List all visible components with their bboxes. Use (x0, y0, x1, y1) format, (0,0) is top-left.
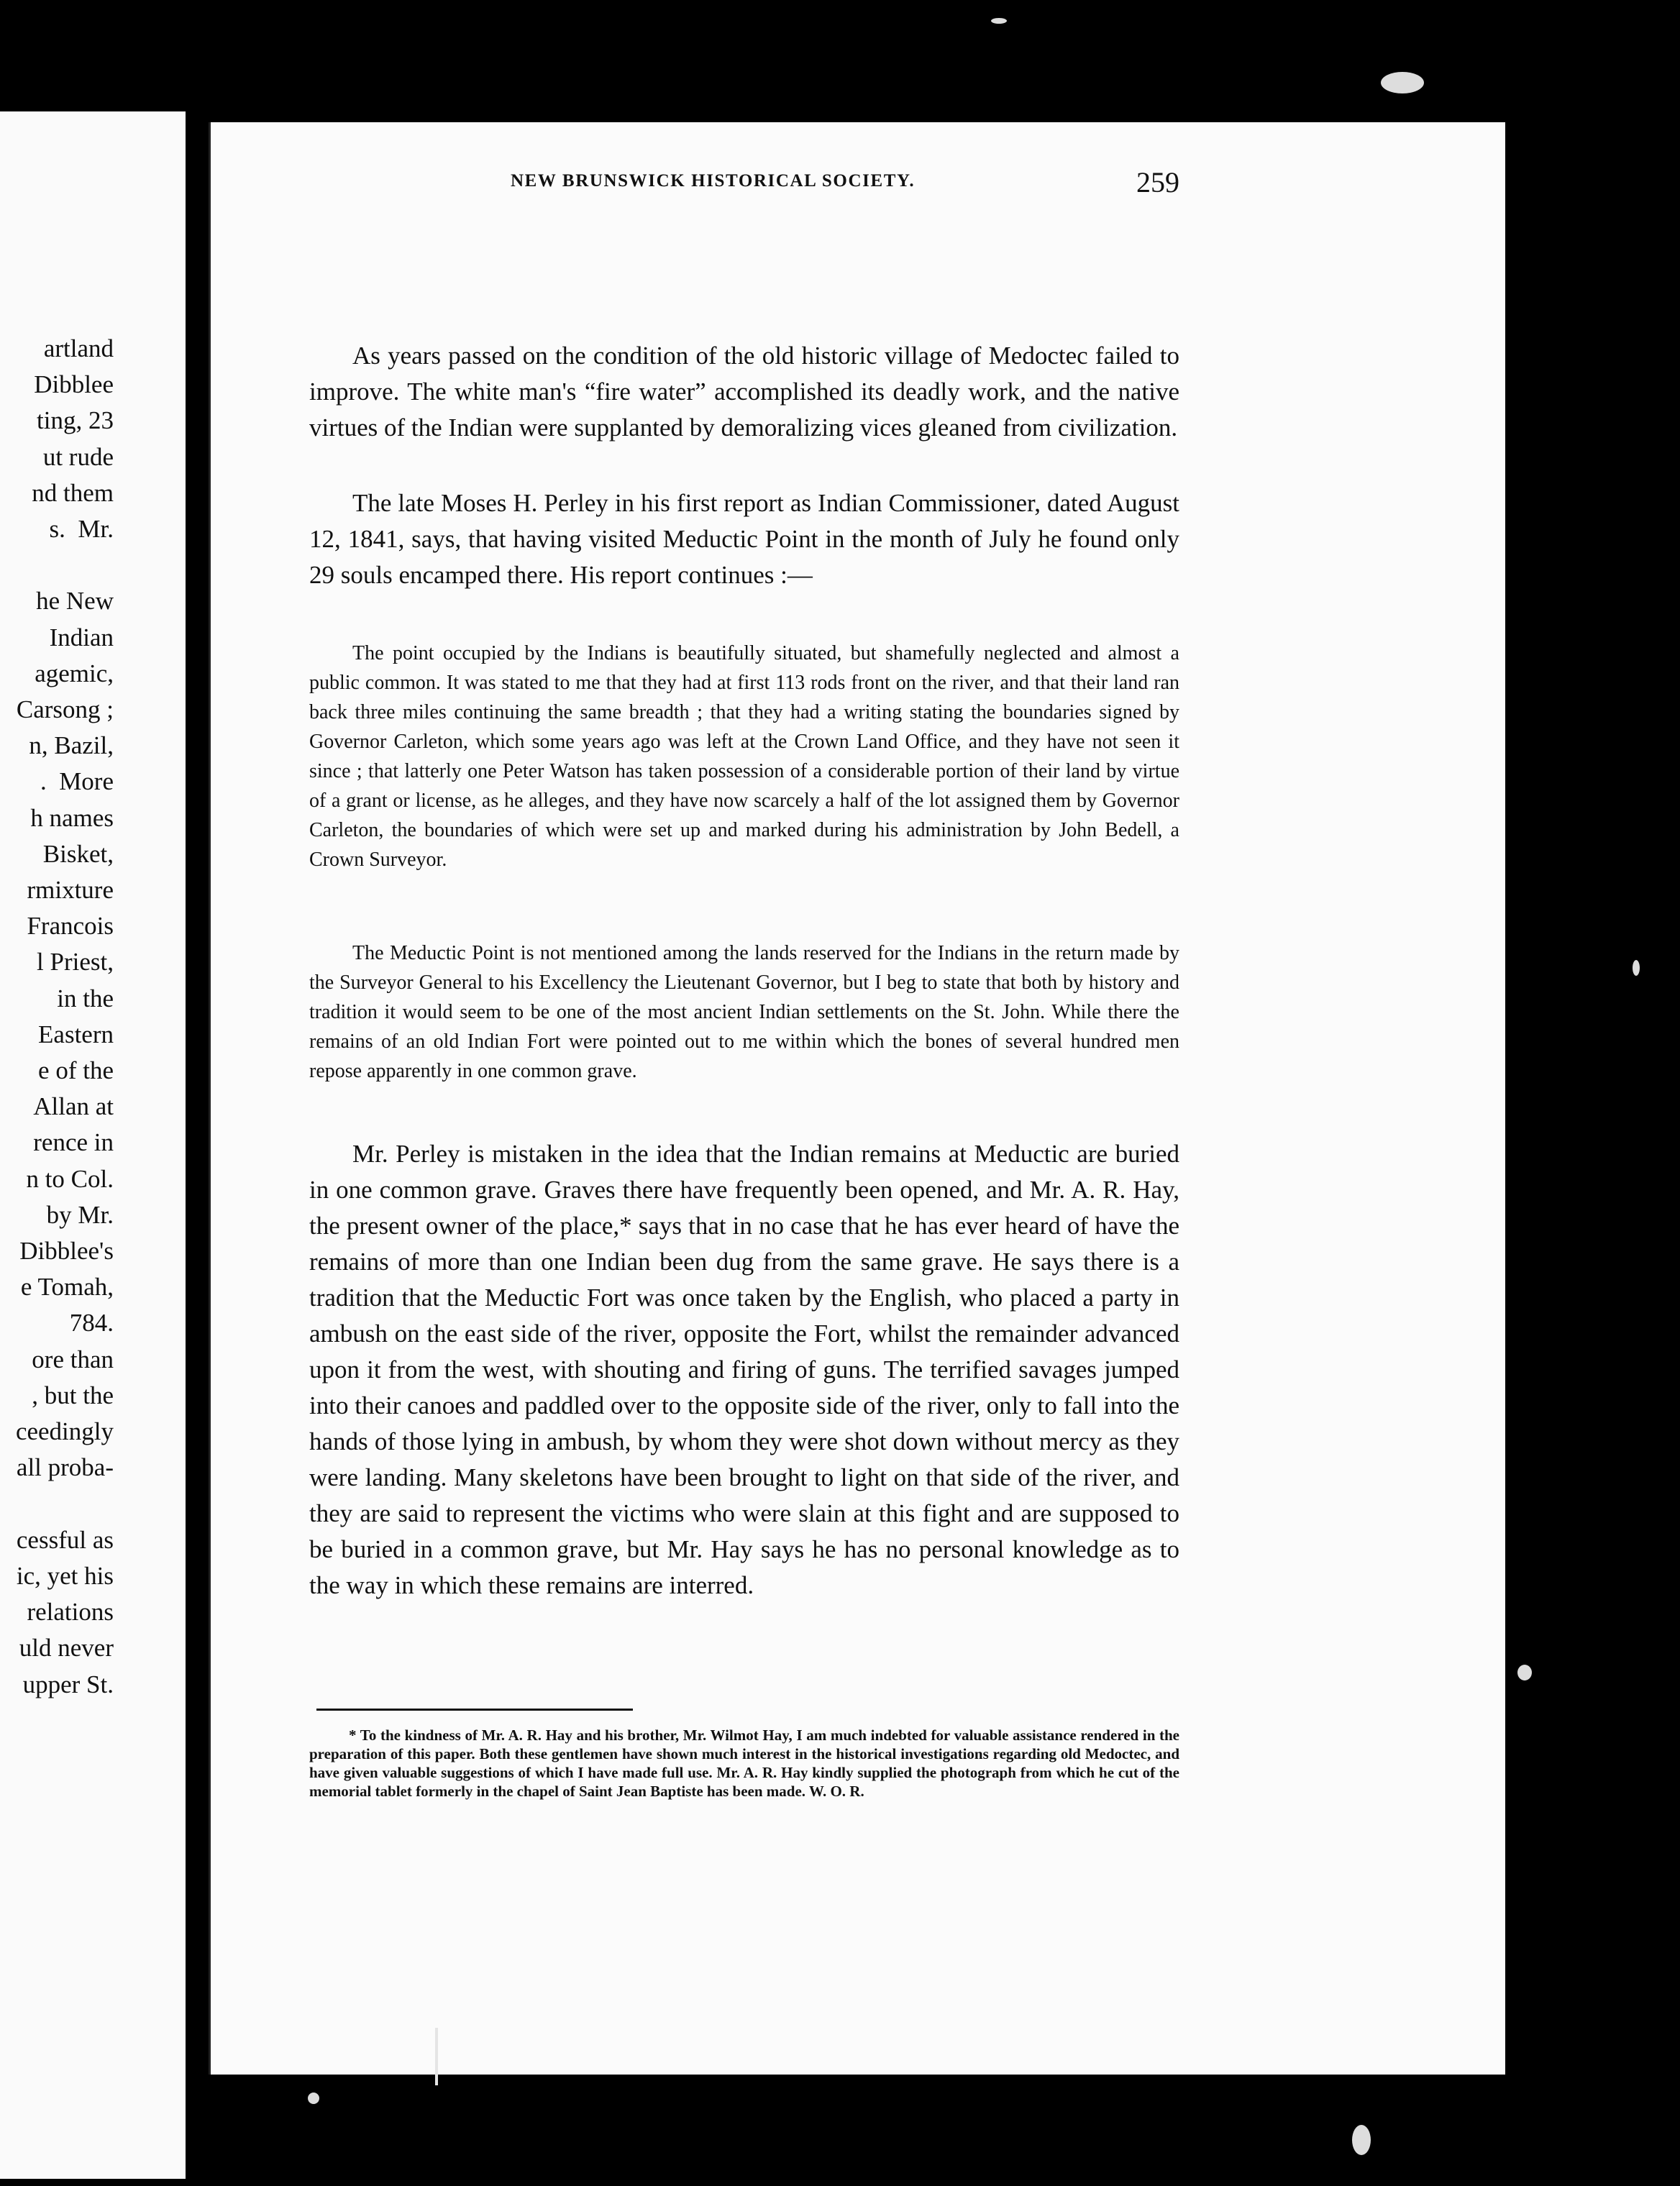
quote-paragraph-1: The point occupied by the Indians is beautifully situated, but shamefully neglected and almost a public common. It was stated to me that they had at first 113 rods front on the river, and that their land ran back three miles continuing the same breadth ; that they had a writing stating the boundaries signed by Governor Carleton, which some years ago was left at the Crown Land Office, and they have not seen it since ; that latterly one Peter Watson has taken possession of a considerable portion of their land by virtue of a grant or license, as he alleges, and they have now scarcely a half of the lot assigned them by Governor Carleton, the boundaries of which were set up and marked during his administration by John Bedell, a Crown Surveyor. (309, 642, 1179, 871)
running-header (309, 165, 1179, 201)
facing-page-line: by Mr. (46, 1200, 114, 1229)
facing-page-fragment (0, 111, 186, 2179)
facing-page-line: Allan at (33, 1092, 114, 1121)
scan-speck (1633, 960, 1640, 976)
facing-page-line: relations (27, 1598, 114, 1627)
facing-page-line: Dibblee (34, 370, 114, 399)
header-title: NEW BRUNSWICK HISTORICAL SOCIETY. (511, 171, 916, 191)
facing-page-line: h names (30, 803, 114, 832)
facing-page-line: n to Col. (26, 1164, 114, 1193)
facing-page-line: ceedingly (15, 1417, 114, 1446)
footnote-rule (316, 1709, 633, 1711)
scan-speck (991, 18, 1007, 24)
facing-page-line: cessful as (16, 1525, 114, 1554)
scan-speck (308, 2093, 319, 2104)
facing-page-line: rence in (33, 1128, 114, 1157)
facing-page-line: Francois (27, 912, 114, 941)
scan-mark (435, 2028, 438, 2085)
facing-page-line: Indian (49, 623, 114, 651)
facing-page-line: upper St. (22, 1670, 114, 1698)
facing-page-line: artland (43, 334, 114, 362)
facing-page-line: l Priest, (37, 948, 114, 977)
facing-page-line: nd them (32, 478, 114, 507)
facing-page-line: uld never (19, 1634, 114, 1663)
paragraph-2: The late Moses H. Perley in his first report as Indian Commissioner, dated August 12, 1841, says, that having visited Meductic Point in the month of July he found only 29 souls encamped there. His report continues :— (309, 489, 1179, 589)
facing-page-line (16, 1486, 114, 1522)
facing-page-line: agemic, (35, 659, 114, 687)
paragraph-1: As years passed on the condition of the old historic village of Medoctec failed to improve. The white man's “fire water” accomplished its deadly work, and the native virtues of the Indian were supplanted by demoralizing vices gleaned from civilization. (309, 342, 1179, 442)
facing-page-text (16, 331, 114, 1703)
facing-page-line: in the (57, 984, 114, 1012)
facing-page-line: e Tomah, (20, 1273, 114, 1302)
facing-page-line: s. Mr. (49, 515, 114, 544)
facing-page-line: Eastern (38, 1020, 114, 1048)
scan-speck (1352, 2125, 1371, 2155)
facing-page-line: Bisket, (42, 839, 114, 868)
facing-page-line: n, Bazil, (29, 731, 114, 760)
facing-page-line: ut rude (42, 442, 114, 471)
facing-page-line: e of the (38, 1056, 114, 1085)
facing-page-line: Carsong ; (16, 695, 114, 724)
facing-page-line: all proba- (16, 1453, 114, 1482)
facing-page-line (16, 547, 114, 583)
paragraph-3: Mr. Perley is mistaken in the idea that the Indian remains at Meductic are buried in one common grave. Graves there have frequently been opened, and Mr. A. R. Hay, the present owner of the place,* says that in no case that he has ever heard of have the remains of more than one Indian been dug from the same grave. He says there is a tradition that the Meductic Fort was once taken by the English, who placed a party in ambush on the east side of the river, opposite the Fort, whilst the remainder advanced upon it from the west, with shouting and firing of guns. The terrified savages jumped into their canoes and paddled over to the opposite side of the river, only to fall into the hands of those lying in ambush, by whom they were shot down without mercy as they were landing. Many skeletons have been brought to light on that side of the river, and they are said to represent the victims who were slain at this fight and are supposed to be buried in a common grave, but Mr. Hay says he has no personal knowledge as to the way in which these remains are interred. (309, 1140, 1179, 1599)
scan-speck (1517, 1665, 1532, 1680)
footnote: * To the kindness of Mr. A. R. Hay and his brother, Mr. Wilmot Hay, I am much indebted for valuable assistance rendered in the preparation of this paper. Both these gentlemen have shown much interest in the historical investigations regarding old Medoctec, and have given valuable suggestions of which I have made full use. Mr. A. R. Hay kindly supplied the photograph from which he cut of the memorial tablet formerly in the chapel of Saint Jean Baptiste has been made. W. O. R. (309, 1727, 1179, 1800)
facing-page-line: ore than (32, 1345, 114, 1373)
facing-page-line: Dibblee's (19, 1237, 114, 1266)
facing-page-line: rmixture (27, 876, 114, 905)
facing-page-line: , but the (32, 1381, 114, 1409)
scan-speck (1381, 72, 1424, 93)
facing-page-line: he New (36, 587, 114, 616)
page-number: 259 (1136, 166, 1179, 198)
facing-page-line: ting, 23 (37, 406, 114, 435)
facing-page-line: ic, yet his (16, 1561, 114, 1590)
facing-page-line: 784. (69, 1309, 114, 1337)
quote-paragraph-2: The Meductic Point is not mentioned among the lands reserved for the Indians in the return made by the Surveyor General to his Excellency the Lieutenant Governor, but I beg to state that both by history and tradition it would seem to be one of the most ancient Indian settlements on the St. John. While there the remains of an old Indian Fort were pointed out to me within which the bones of several hundred men repose apparently in one common grave. (309, 942, 1179, 1082)
facing-page-line: . More (40, 767, 114, 796)
